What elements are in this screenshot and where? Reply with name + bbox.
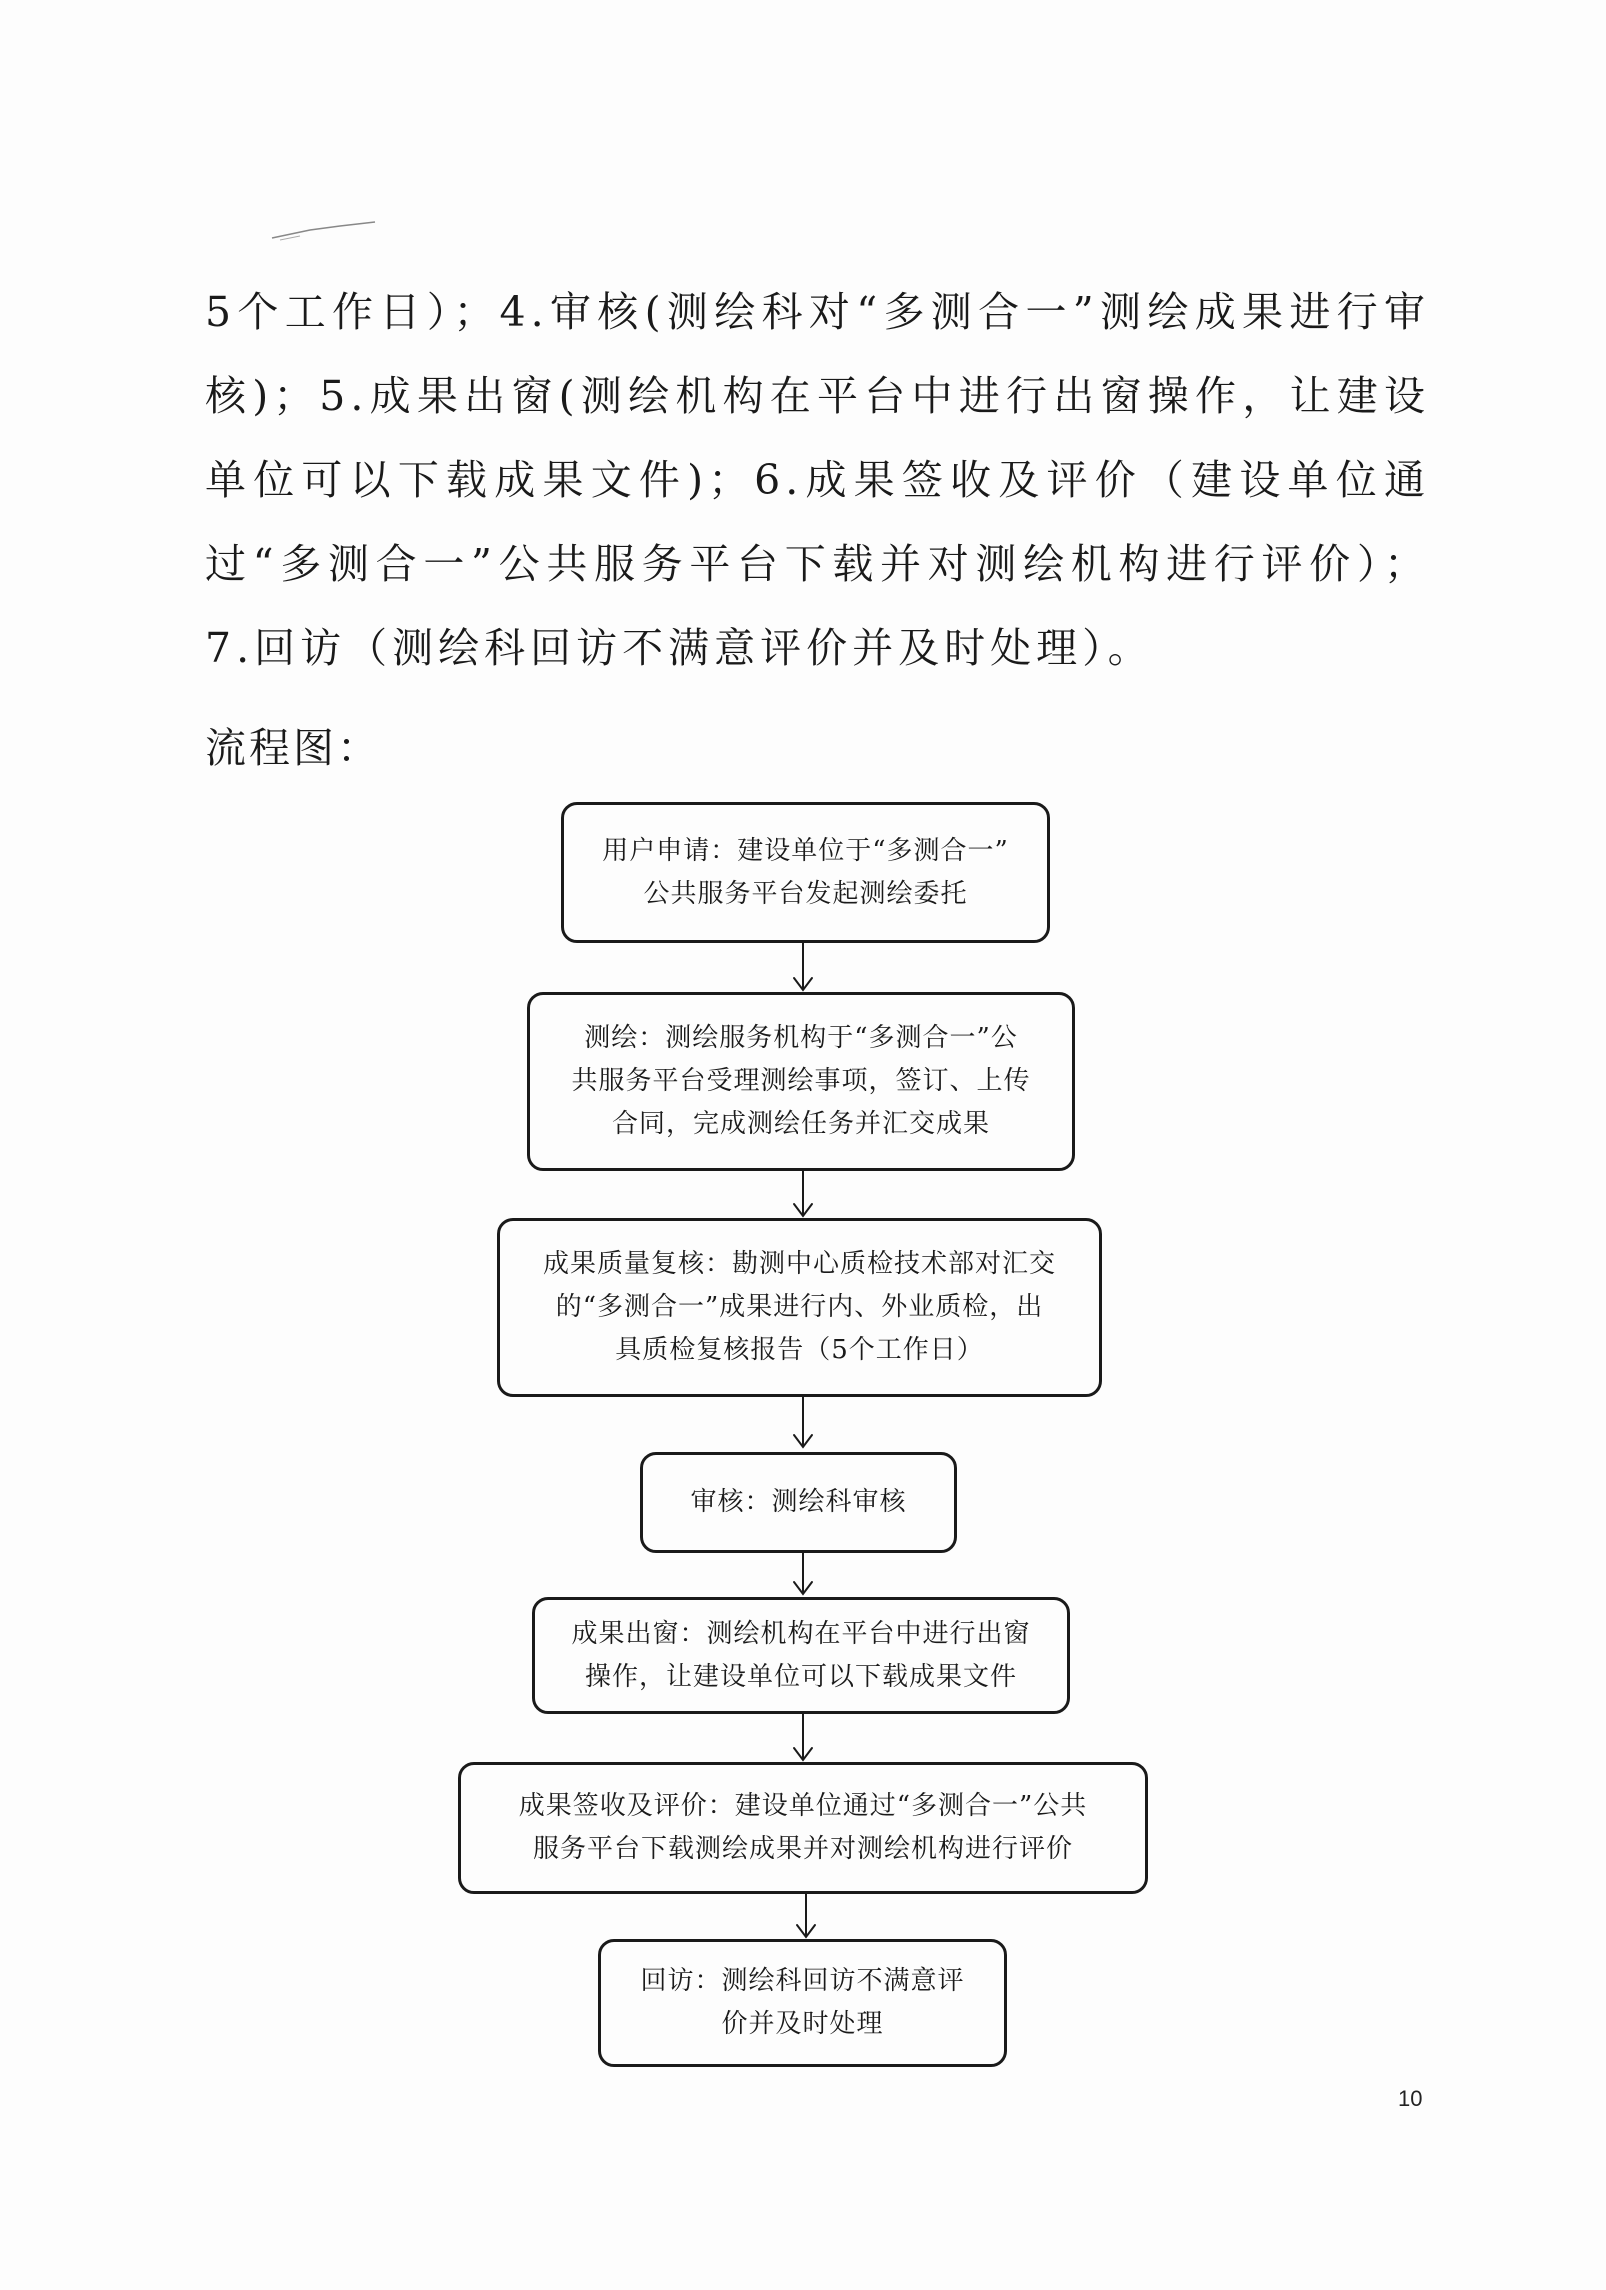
flow-step-text: 成果出窗：测绘机构在平台中进行出窗 [571,1618,1031,1649]
flow-step-text: 服务平台下载测绘成果并对测绘机构进行评价 [532,1834,1073,1864]
arrow-1 [794,943,812,990]
flow-step-text: 成果签收及评价：建设单位通过“多测合一”公共 [518,1791,1088,1821]
flow-step-text: 共服务平台受理测绘事项，签订、上传 [571,1066,1031,1096]
flow-step-result-release [532,1597,1070,1714]
flow-step-follow-up [598,1939,1007,2067]
arrow-4 [794,1553,812,1594]
flow-step-text: 价并及时处理 [721,2009,884,2039]
flow-step-text: 的“多测合一”成果进行内、外业质检，出 [555,1292,1044,1322]
scan-artifact-mark [270,216,380,246]
arrow-2 [794,1171,812,1216]
page-number: 10 [1398,2086,1423,2111]
flow-step-text: 审核：测绘科审核 [690,1487,907,1517]
flow-step-text: 用户申请：建设单位于“多测合一” [602,835,1009,866]
flow-step-quality-review [497,1218,1102,1397]
flow-step-text: 操作，让建设单位可以下载成果文件 [584,1661,1017,1692]
flow-step-text: 回访：测绘科回访不满意评 [640,1966,965,1996]
flow-step-text: 具质检复核报告（5个工作日） [615,1335,984,1365]
flow-step-text: 测绘：测绘服务机构于“多测合一”公 [584,1023,1018,1053]
flow-step-text: 成果质量复核：勘测中心质检技术部对汇交 [542,1249,1056,1279]
flow-step-audit [640,1452,957,1553]
flow-step-surveying [527,992,1075,1171]
flow-step-text: 合同，完成测绘任务并汇交成果 [611,1109,990,1139]
flow-step-user-application [561,802,1050,943]
body-paragraph: 5个工作日）；4.审核(测绘科对“多测合一”测绘成果进行审核)；5.成果出窗(测绘机构在平台中进行出窗操作，让建设单位可以下载成果文件)；6.成果签收及评价（建设单位通过“多测合一”公共服务平台下载并对测绘机构进行评价）；7.回访（测绘科回访不满意评价并及时处理）。 [205,288,1430,672]
flow-step-text: 公共服务平台发起测绘委托 [643,878,968,909]
arrow-6 [797,1894,815,1937]
flow-step-receipt-evaluation [458,1762,1148,1894]
arrow-5 [794,1714,812,1760]
flowchart-heading: 流程图： [205,724,381,772]
arrow-3 [794,1397,812,1447]
